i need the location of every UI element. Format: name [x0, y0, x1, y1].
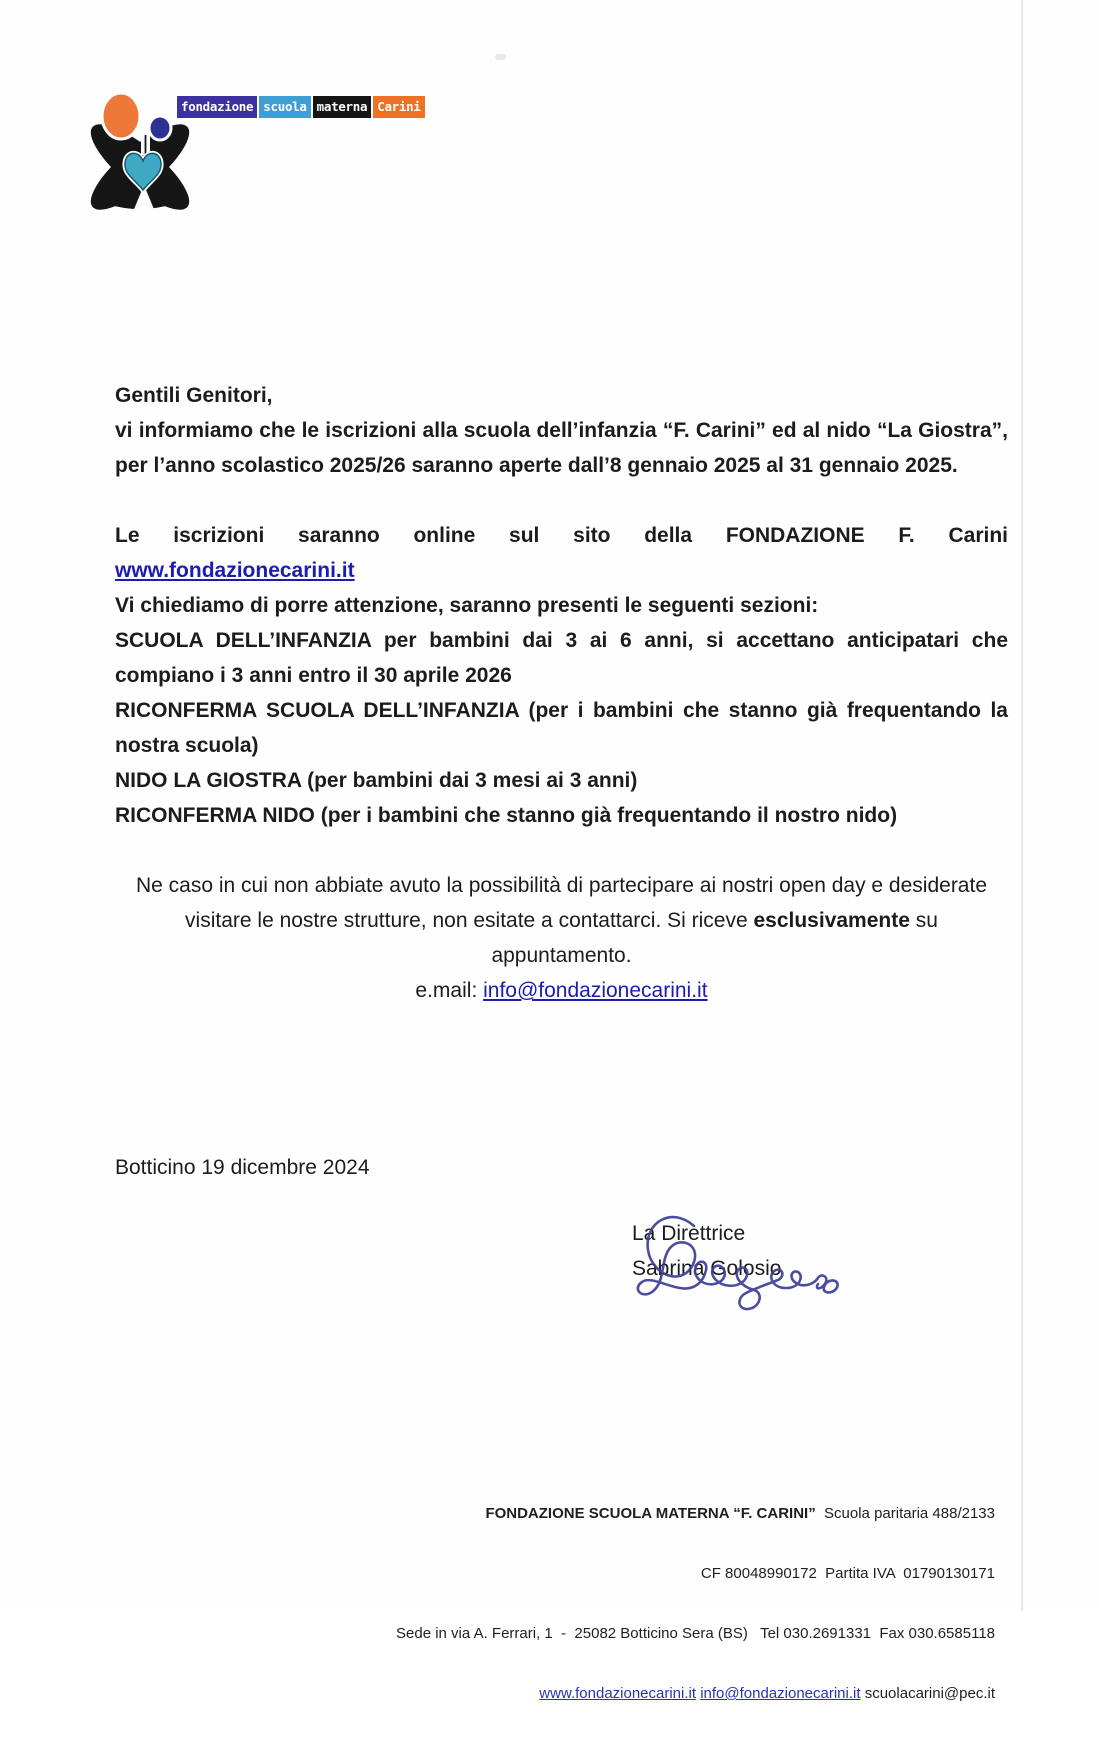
- email-label: e.mail:: [415, 979, 484, 1002]
- footer-website-link[interactable]: www.fondazionecarini.it: [539, 1685, 697, 1702]
- open-day-text-1: Ne caso in cui non abbiate avuto la possibilità di partecipare ai nostri open day e desiderate visitare le nostre strutture, non esitate a contattarci. Si riceve: [135, 874, 988, 932]
- footer-pec-address: scuolacarini@pec.it: [864, 1685, 995, 1702]
- logo-badge-materna: materna: [313, 96, 372, 118]
- signature-block: [632, 1216, 781, 1286]
- signature-role: La Direttrice: [632, 1222, 746, 1245]
- email-link[interactable]: info@fondazionecarini.it: [483, 979, 708, 1002]
- online-enrollment-line: Le iscrizioni saranno online sul sito della FONDAZIONE F. Carini: [115, 524, 1008, 547]
- letterhead-footer: [375, 1464, 995, 1744]
- date-place-line: Botticino 19 dicembre 2024: [115, 1156, 370, 1179]
- footer-org-name: FONDAZIONE SCUOLA MATERNA “F. CARINI”: [485, 1505, 816, 1522]
- section-nido: NIDO LA GIOSTRA (per bambini dai 3 mesi ai 3 anni): [115, 769, 638, 792]
- logo-badge-scuola: scuola: [259, 96, 310, 118]
- section-riconferma-nido: RICONFERMA NIDO (per i bambini che stanno già frequentando il nostro nido): [115, 804, 898, 827]
- footer-line-3: Sede in via A. Ferrari, 1 - 25082 Botticino Sera (BS) Tel 030.2691331 Fax 030.6585118: [396, 1625, 995, 1642]
- open-day-paragraph: [115, 868, 1008, 973]
- intro-paragraph: vi informiamo che le iscrizioni alla scuola dell’infanzia “F. Carini” ed al nido “La Giostra”, per l’anno scolastico 2025/26 saranno aperte dall’8 gennaio 2025 al 31 gennaio 2025.: [115, 419, 1008, 477]
- scan-smudge-mark: [495, 54, 506, 60]
- logo-badge-fondazione: fondazione: [177, 96, 257, 118]
- footer-line-4: [375, 1684, 995, 1704]
- scan-page-edge-line: [1021, 0, 1023, 1611]
- website-link-line: [115, 553, 1008, 588]
- section-infanzia: SCUOLA DELL’INFANZIA per bambini dai 3 ai 6 anni, si accettano anticipatari che compiano i 3 anni entro il 30 aprile 2026: [115, 629, 1008, 687]
- signature-name: Sabrina Golosio: [632, 1257, 782, 1280]
- section-riconferma-infanzia: RICONFERMA SCUOLA DELL’INFANZIA (per i bambini che stanno già frequentando la nostra scuola): [115, 699, 1008, 757]
- foundation-logo: [80, 88, 420, 220]
- logo-badge-carini: Carini: [373, 96, 424, 118]
- attention-line: Vi chiediamo di porre attenzione, saranno presenti le seguenti sezioni:: [115, 594, 819, 617]
- open-day-bold-word: esclusivamente: [753, 909, 910, 932]
- logo-wordmark: [177, 96, 427, 118]
- open-day-text-2: su appuntamento.: [491, 909, 938, 967]
- salutation: Gentili Genitori,: [115, 384, 273, 407]
- footer-line-1: [375, 1504, 995, 1524]
- footer-paritaria: Scuola paritaria 488/2133: [815, 1505, 995, 1522]
- letter-body: [115, 378, 1008, 1008]
- footer-email-link[interactable]: info@fondazionecarini.it: [700, 1685, 861, 1702]
- footer-line-2: CF 80048990172 Partita IVA 01790130171: [700, 1565, 995, 1582]
- website-link[interactable]: www.fondazionecarini.it: [115, 559, 355, 582]
- email-line: [115, 973, 1008, 1008]
